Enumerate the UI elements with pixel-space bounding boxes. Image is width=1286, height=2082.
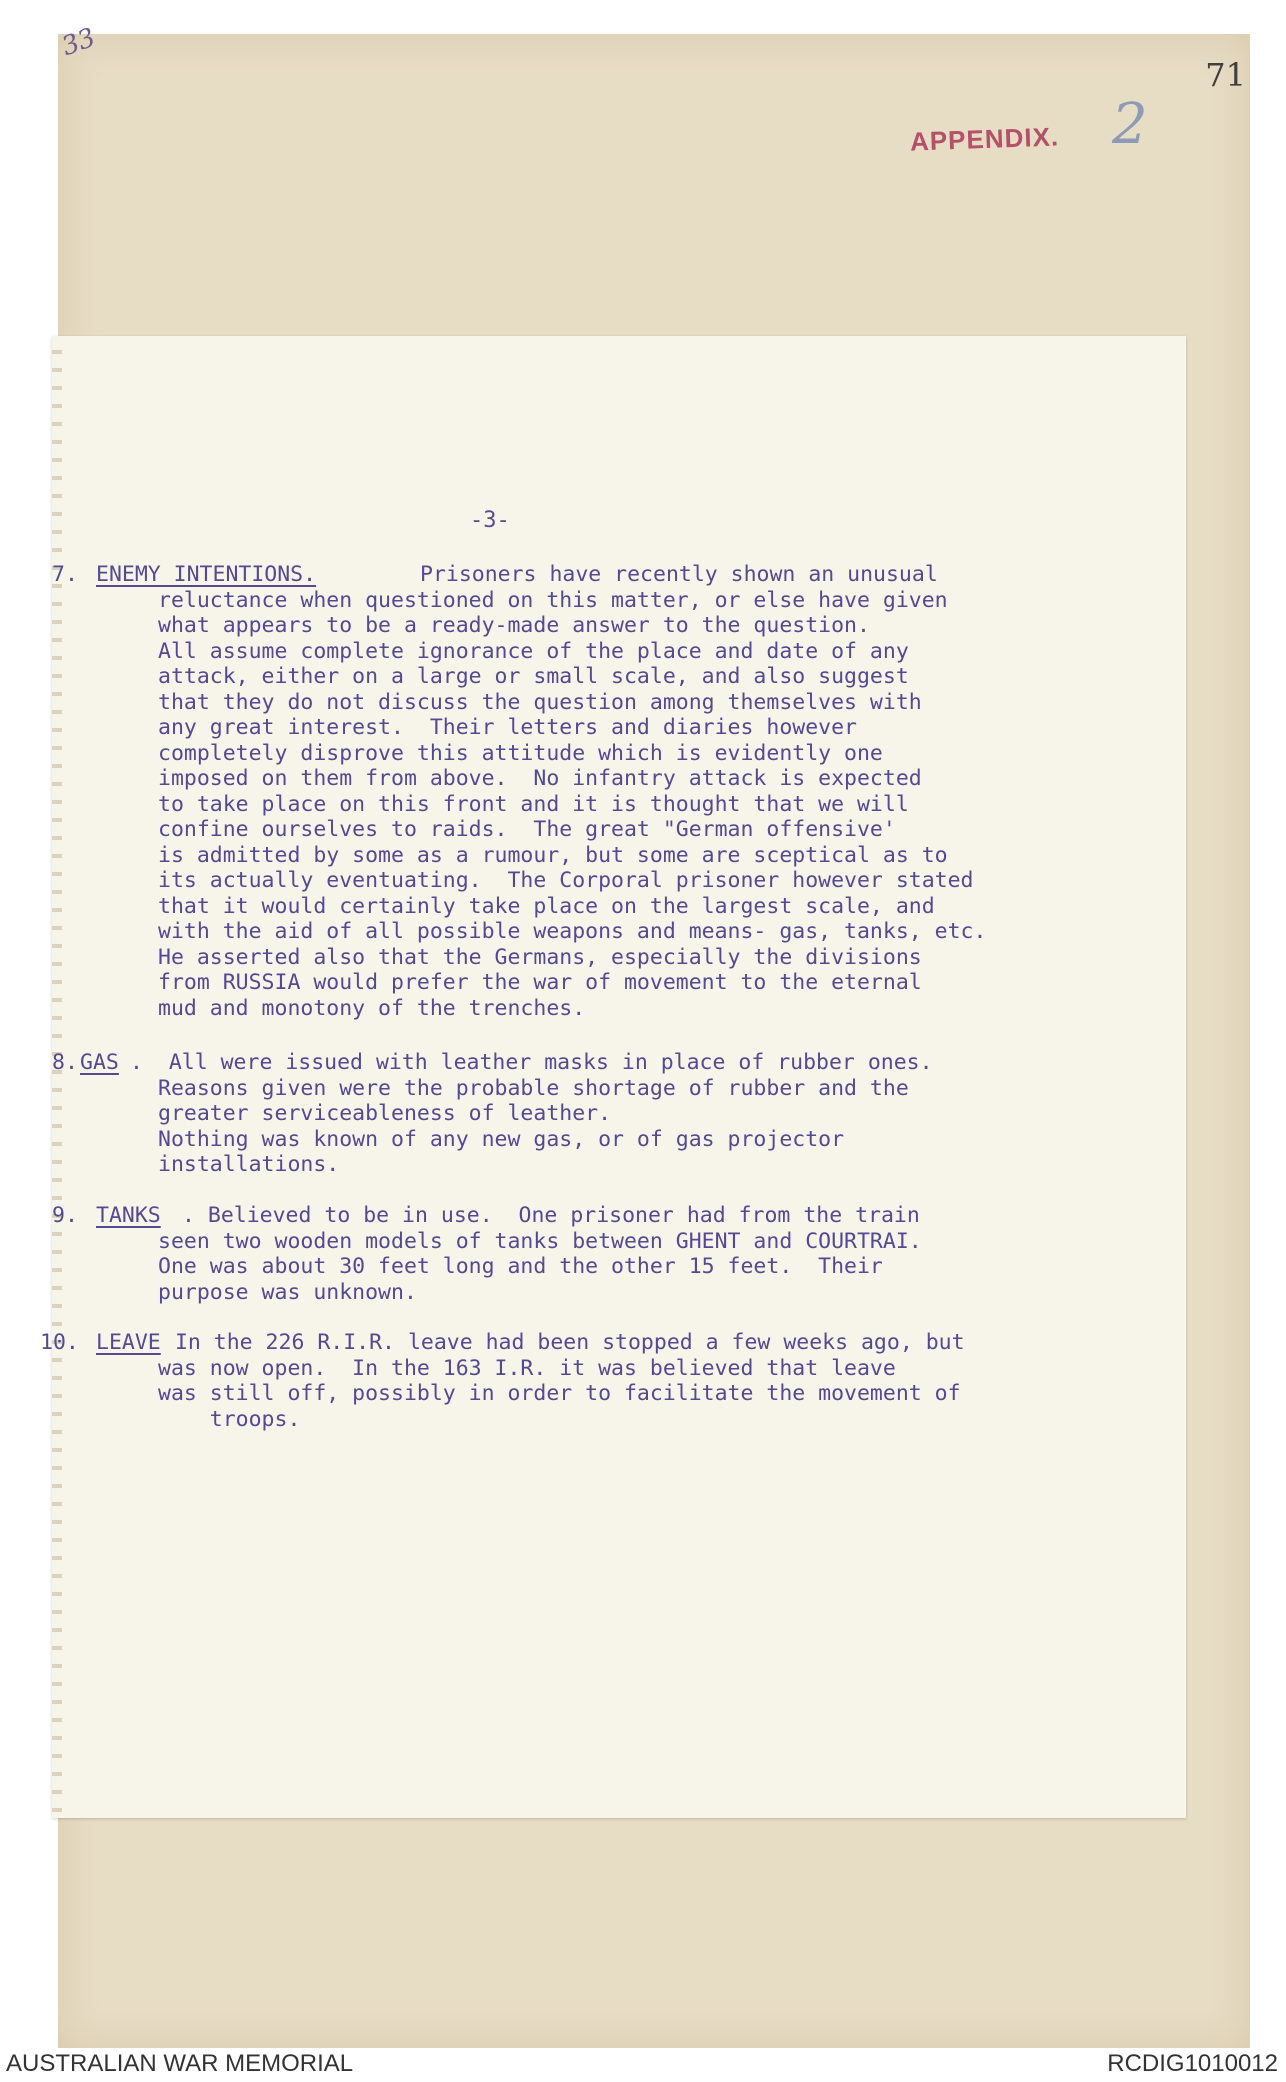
archive-page-number: 71 bbox=[1205, 56, 1246, 94]
section-body: reluctance when questioned on this matter, or else have given what appears to be a ready-made answer to the question. All assume complete ignorance of the place and date of any attack, either on a large or small scale, and also suggest that they do not discuss the question among themselves with any great interest. Their letters and diaries however completely disprove this attitude which is evidently one imposed on them from above. No infantry attack is expected to take place on this front and it is thought that we will confine ourselves to raids. The great "German offensive' is admitted by some as a rumour, but some are sceptical as to its actually eventuating. The Corporal prisoner however stated that it would certainly take place on the largest scale, and with the aid of all possible weapons and means- gas, tanks, etc. He asserted also that the Germans, especially the divisions from RUSSIA would prefer the war of movement to the eternal mud and monotony of the trenches. bbox=[158, 587, 987, 1021]
appendix-handwritten-number: 2 bbox=[1112, 92, 1148, 157]
section-number: 8. bbox=[52, 1050, 78, 1075]
document-page-marker: -3- bbox=[470, 508, 510, 533]
section-heading: LEAVE bbox=[96, 1330, 161, 1355]
section-body: seen two wooden models of tanks between GHENT and COURTRAI. One was about 30 feet long and the other 15 feet. Their purpose was unknown. bbox=[158, 1228, 922, 1305]
section-heading: GAS bbox=[80, 1050, 119, 1075]
section-number: 7. bbox=[52, 562, 78, 587]
section-gas bbox=[52, 1050, 933, 1178]
footer-institution: AUSTRALIAN WAR MEMORIAL bbox=[6, 2050, 354, 2077]
section-first-line: . Believed to be in use. One prisoner had from the train bbox=[182, 1203, 920, 1228]
section-heading: ENEMY INTENTIONS. bbox=[96, 562, 317, 587]
section-first-line: Prisoners have recently shown an unusual bbox=[420, 562, 938, 587]
section-body: was now open. In the 163 I.R. it was believed that leave was still off, possibly in order to facilitate the movement of troops. bbox=[158, 1355, 961, 1432]
section-body: Reasons given were the probable shortage of rubber and the greater serviceableness of leather. Nothing was known of any new gas, or of gas projector installations. bbox=[158, 1075, 909, 1177]
section-number: 9. bbox=[52, 1203, 78, 1228]
appendix-stamp: APPENDIX. bbox=[909, 121, 1060, 157]
section-first-line: . All were issued with leather masks in place of rubber ones. bbox=[130, 1050, 933, 1075]
section-heading: TANKS bbox=[96, 1203, 161, 1228]
section-first-line: In the 226 R.I.R. leave had been stopped a few weeks ago, but bbox=[162, 1330, 965, 1355]
section-tanks bbox=[52, 1203, 922, 1331]
section-leave bbox=[40, 1330, 965, 1458]
section-enemy-intentions bbox=[52, 562, 987, 1021]
corner-annotation: 33 bbox=[58, 22, 100, 63]
section-number: 10. bbox=[40, 1330, 79, 1355]
footer-record-id: RCDIG1010012 bbox=[1107, 2050, 1278, 2077]
